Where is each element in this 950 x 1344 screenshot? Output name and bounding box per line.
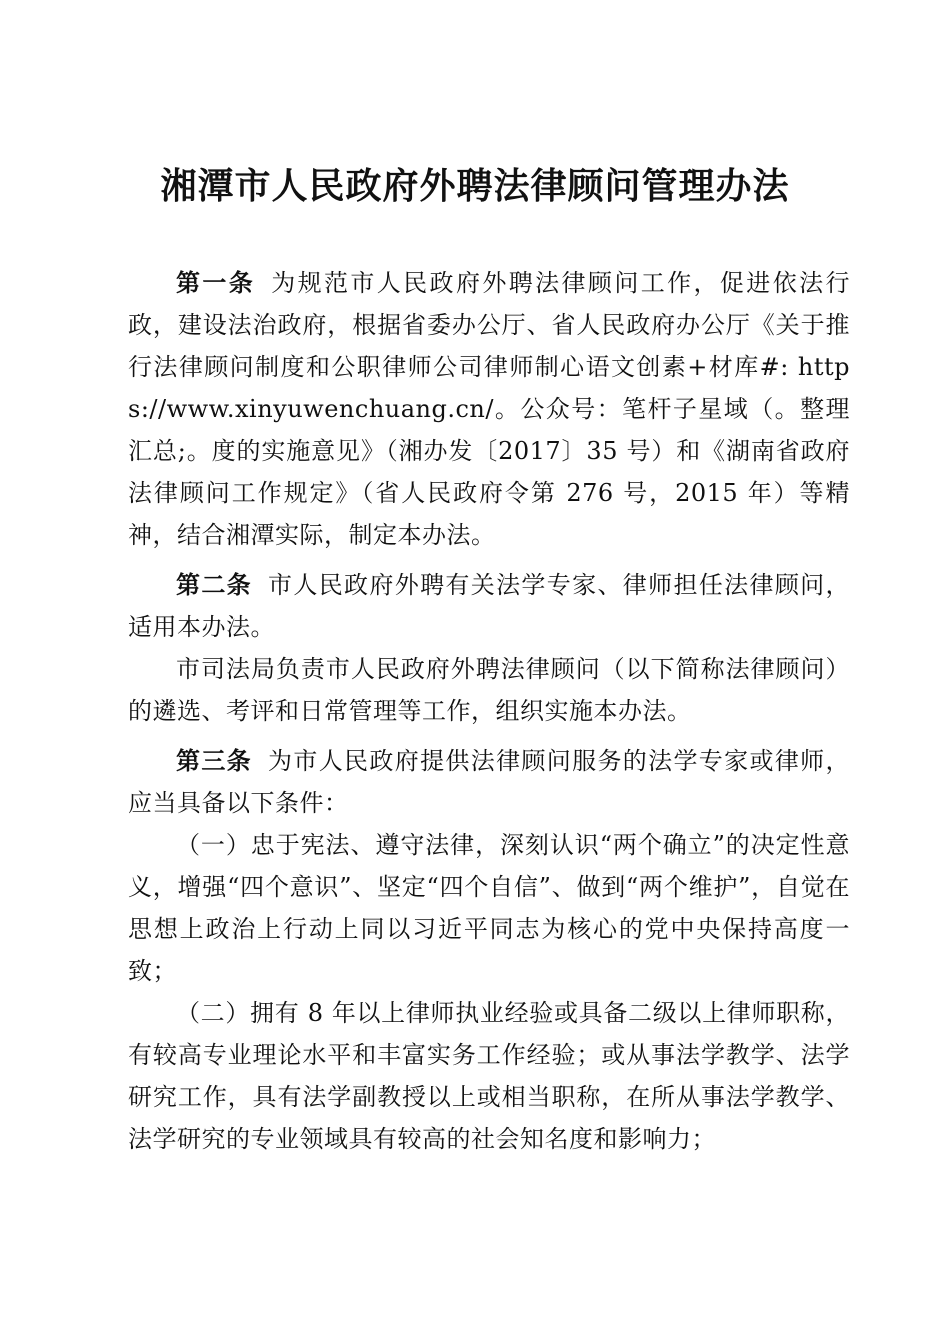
article-3-item-1: （一）忠于宪法、遵守法律，深刻认识“两个确立”的决定性意义，增强“四个意识”、坚定“四个自信”、做到“两个维护”，自觉在思想上政治上行动上同以习近平同志为核心的党中央保持高度一致； bbox=[128, 831, 850, 985]
article-1-text: 为规范市人民政府外聘法律顾问工作，促进依法行政，建设法治政府，根据省委办公厅、省人民政府办公厅《关于推行法律顾问制度和公职律师公司律师制心语文创素+材库#: https://www.xinyuwenchuang.cn/。公众号：笔杆子星域（。整理汇总;。度的实施意见》（湘办发〔2017〕35 号）和《湖南省政府法律顾问工作规定》（省人民政府令第 276 号，2015 年）等精神，结合湘潭实际，制定本办法。 bbox=[128, 269, 850, 549]
document-title: 湘潭市人民政府外聘法律顾问管理办法 bbox=[160, 165, 790, 207]
article-1 bbox=[128, 262, 850, 556]
article-2-text: 市人民政府外聘有关法学专家、律师担任法律顾问，适用本办法。 bbox=[128, 571, 851, 641]
article-1-heading: 第一条 bbox=[176, 269, 256, 297]
article-3-item-2: （二）拥有 8 年以上律师执业经验或具备二级以上律师职称，有较高专业理论水平和丰富实务工作经验；或从事法学教学、法学研究工作，具有法学副教授以上或相当职称，在所从事法学教学、法学研究的专业领域具有较高的社会知名度和影响力； bbox=[128, 999, 850, 1153]
article-3 bbox=[128, 740, 850, 824]
article-2-extra: 市司法局负责市人民政府外聘法律顾问（以下简称法律顾问）的遴选、考评和日常管理等工作，组织实施本办法。 bbox=[128, 655, 850, 725]
article-2-heading: 第二条 bbox=[176, 571, 253, 599]
article-3-heading: 第三条 bbox=[176, 747, 253, 775]
article-2 bbox=[128, 564, 850, 648]
article-3-text: 为市人民政府提供法律顾问服务的法学专家或律师，应当具备以下条件： bbox=[128, 747, 851, 817]
document-body bbox=[128, 262, 850, 1168]
